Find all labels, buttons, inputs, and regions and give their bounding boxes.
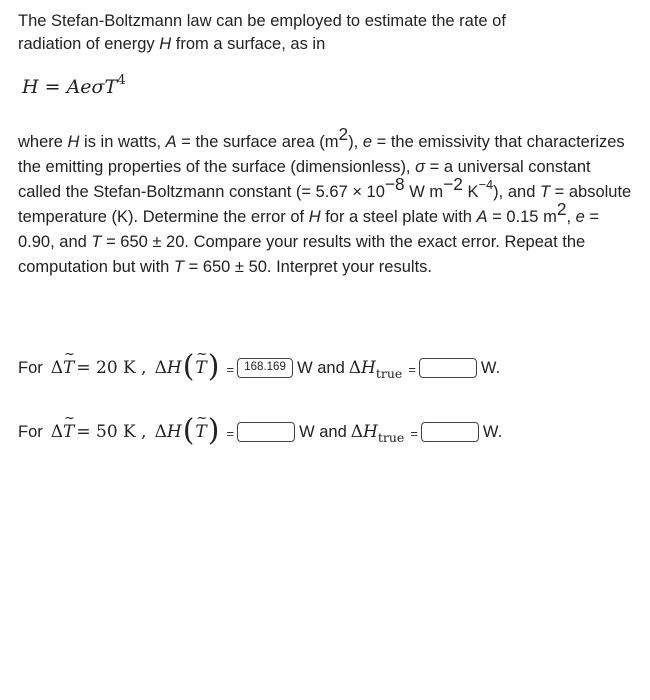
desc-text: = 650 ± 50. Interpret your results.	[184, 258, 432, 276]
desc-text: ),	[348, 133, 363, 151]
delta-t-value: = 50 K ,	[76, 422, 147, 442]
desc-var-a: A	[165, 133, 177, 151]
desc-var-a: A	[476, 208, 488, 226]
desc-var-h: H	[308, 208, 321, 226]
desc-exponent: 2	[338, 123, 349, 144]
desc-text: = the surface area (m	[176, 133, 339, 151]
desc-var-e: e	[575, 208, 585, 226]
desc-text: = the emissivity that characterizes the emitting properties of the surface (dimensionless),	[18, 133, 625, 176]
unit-text: W.	[482, 422, 503, 441]
desc-var-e: e	[362, 133, 373, 151]
intro-line-2a: radiation of energy	[18, 35, 160, 53]
formula-equals: =	[38, 76, 67, 98]
desc-exponent: −8	[384, 173, 405, 194]
desc-text: for a steel plate with	[320, 208, 477, 226]
delta-t-value: = 20 K ,	[76, 358, 147, 378]
desc-text: = 0.15 m	[487, 208, 557, 226]
delta-h-true-expression	[350, 422, 405, 445]
answer-box-delta-h[interactable]	[237, 422, 295, 442]
desc-text: ), and	[493, 183, 540, 201]
unit-text: W.	[480, 358, 501, 377]
t-tilde: ~ T	[63, 358, 74, 378]
desc-text: W m	[404, 183, 444, 201]
true-subscript: true	[375, 365, 403, 381]
formula-lhs: H	[22, 76, 39, 98]
desc-text: is in watts,	[79, 133, 166, 151]
desc-text: = 650 ± 20. Compare your results with the exact error. Repeat the computation but with	[18, 233, 586, 276]
delta-h-expression: ΔH ( ~ T )	[155, 353, 221, 383]
stefan-boltzmann-formula	[22, 72, 638, 106]
intro-line-1: The Stefan-Boltzmann law can be employed to estimate the rate of	[18, 12, 506, 30]
description-paragraph	[18, 123, 638, 280]
h-arg-t-tilde: ~ T	[195, 358, 206, 378]
delta-h-true-expression	[348, 358, 403, 381]
delta-h-true-symbol: ΔH	[350, 422, 378, 442]
desc-exponent: −4	[478, 176, 494, 192]
answer-row-50k	[18, 414, 506, 450]
for-label: For	[18, 358, 43, 377]
desc-text: = a universal constant called the Stefan-Boltzmann constant (= 5.67 × 10	[18, 158, 591, 201]
desc-exponent: −2	[443, 173, 463, 194]
desc-var-t: T	[173, 258, 185, 276]
equals-sign: =	[408, 361, 416, 377]
intro-line-2b: from a surface, as in	[171, 35, 326, 53]
intro-var-h: H	[159, 35, 172, 53]
desc-text: where	[18, 133, 68, 151]
delta-h-expression: ΔH ( ~ T )	[155, 417, 221, 447]
desc-text: ,	[566, 208, 576, 226]
intro-paragraph	[18, 10, 638, 56]
for-label: For	[18, 422, 43, 441]
desc-exponent: 2	[556, 198, 567, 219]
desc-text: = 0.90, and	[18, 208, 600, 251]
answer-box-delta-h-true[interactable]	[421, 422, 479, 442]
t-tilde: ~ T	[63, 422, 74, 442]
delta-t-expression: Δ ~ T = 20 K ,	[51, 358, 147, 378]
delta-h-true-symbol: ΔH	[348, 358, 376, 378]
answer-box-delta-h[interactable]: 168.169	[237, 358, 293, 378]
equals-sign: =	[226, 361, 235, 377]
delta-h-symbol: ΔH	[154, 422, 182, 442]
formula-t: T	[104, 76, 118, 98]
desc-var-t: T	[539, 183, 551, 201]
answer-box-delta-h-true[interactable]	[419, 358, 477, 378]
formula-rhs: Aeσ	[66, 76, 105, 98]
true-subscript: true	[377, 429, 405, 445]
desc-var-t: T	[91, 233, 102, 251]
w-and-text: W and	[297, 358, 345, 377]
desc-var-h: H	[67, 133, 80, 151]
answer-row-20k	[18, 350, 504, 386]
h-arg-t-tilde: ~ T	[195, 422, 206, 442]
delta-t-expression: Δ ~ T = 50 K ,	[51, 422, 147, 442]
desc-text: = absolute temperature (K). Determine the error of	[18, 183, 632, 226]
equals-sign: =	[226, 425, 235, 441]
equals-sign: =	[410, 425, 418, 441]
desc-text: K	[462, 183, 479, 201]
desc-var-sigma: σ	[415, 158, 426, 176]
problem-content	[18, 10, 638, 448]
w-and-text: W and	[299, 422, 347, 441]
delta-h-symbol: ΔH	[154, 358, 182, 378]
formula-exponent: 4	[117, 72, 126, 88]
